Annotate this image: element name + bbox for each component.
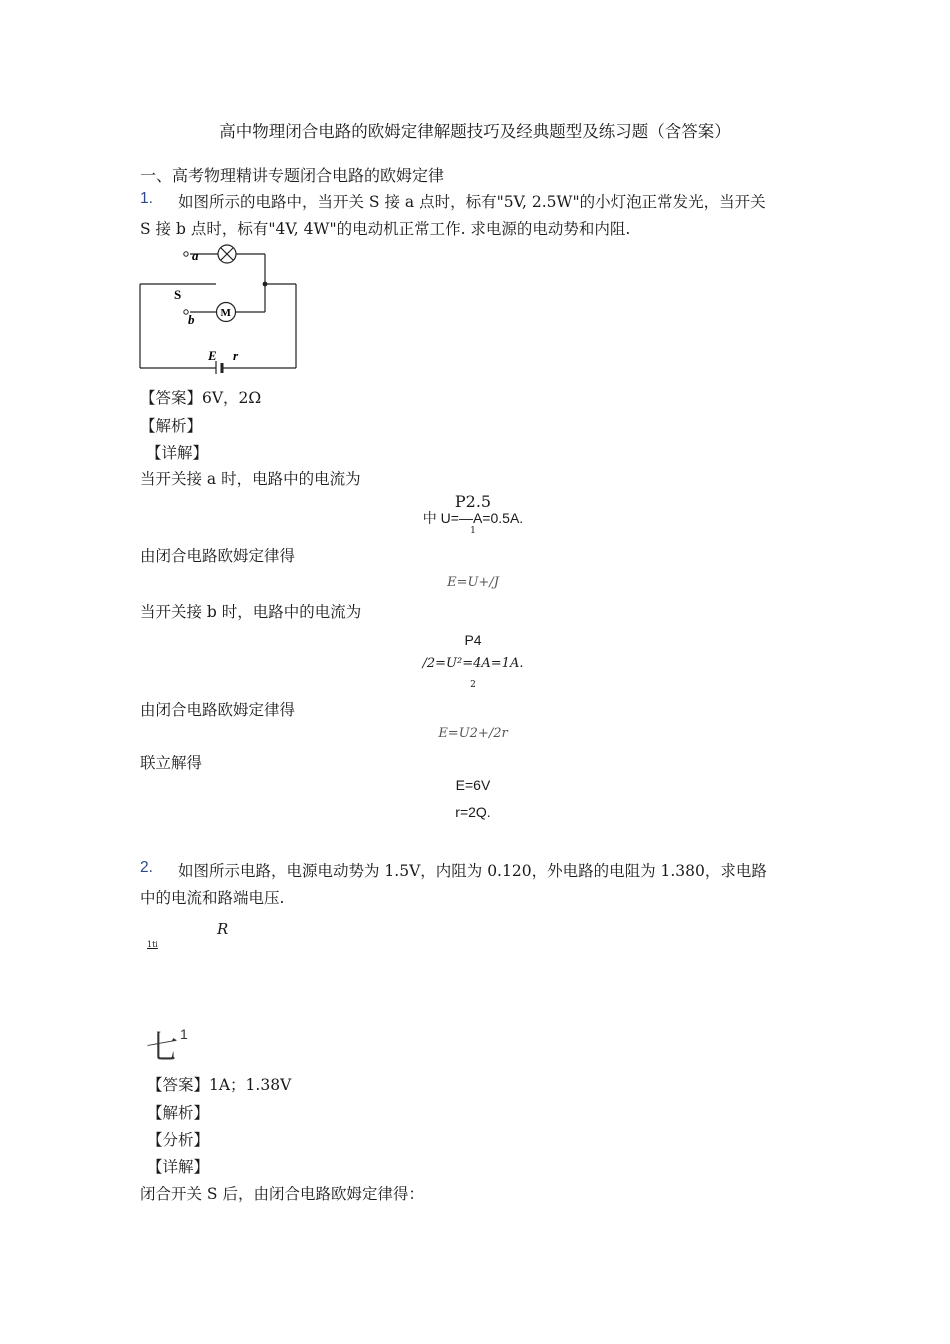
question-2-answer: 【答案】1A；1.38V: [147, 1076, 292, 1094]
question-2-step-1: 闭合开关 S 后，由闭合电路欧姆定律得：: [140, 1185, 424, 1203]
figure-2-resistor-label: R: [217, 920, 229, 938]
document-title: 高中物理闭合电路的欧姆定律解题技巧及经典题型及练习题（含答案）: [219, 122, 731, 141]
question-1-answer: 【答案】6V，2Ω: [140, 389, 262, 407]
question-2-line-2: 中的电流和路端电压.: [140, 889, 285, 907]
label-r: r: [233, 348, 239, 363]
figure-2-small-label: 1ti: [147, 940, 158, 949]
question-1-detail: 【详解】: [146, 444, 209, 462]
circuit-diagram-1: [136, 244, 302, 374]
equation-1-top: P2.5: [454, 492, 492, 511]
question-1-step-2: 由闭合电路欧姆定律得: [140, 547, 296, 565]
question-2-line-1: 如图所示电路，电源电动势为 1.5V，内阻为 0.120，外电路的电阻为 1.380，求电路: [178, 862, 767, 880]
label-a: a: [192, 248, 199, 263]
label-e: E: [208, 348, 217, 363]
question-1-step-1: 当开关接 a 时，电路中的电流为: [140, 470, 361, 488]
equation-2: E=U+/J: [447, 575, 499, 590]
question-1-analysis: 【解析】: [140, 417, 203, 435]
equation-3-middle: /2=U²=4A=1A.: [422, 656, 524, 671]
question-2-detail: 【详解】: [147, 1158, 210, 1176]
equation-3-top: P4: [464, 632, 482, 648]
label-b: b: [188, 312, 195, 327]
equation-1-bottom: 1: [470, 526, 476, 536]
question-1-line-2: S 接 b 点时，标有"4V, 4W"的电动机正常工作. 求电源的电动势和内阻.: [140, 220, 631, 238]
equation-5: E=6V: [455, 777, 491, 793]
section-heading: 一、高考物理精讲专题闭合电路的欧姆定律: [140, 166, 445, 185]
figure-2-superscript: 1: [180, 1026, 188, 1042]
motor-label: M: [220, 307, 231, 319]
label-s: S: [174, 287, 182, 302]
question-2-fenxi: 【分析】: [147, 1131, 210, 1149]
question-2-analysis: 【解析】: [147, 1104, 210, 1122]
question-1-step-5: 联立解得: [140, 754, 203, 772]
equation-6: r=2Q.: [455, 804, 491, 820]
equation-4: E=U2+/2r: [438, 726, 508, 741]
question-1-line-1: 如图所示的电路中，当开关 S 接 a 点时，标有"5V, 2.5W"的小灯泡正常发光，当开关: [178, 193, 766, 211]
equation-1-middle: 中 U=—A=0.5A.: [422, 510, 524, 526]
question-1-step-4: 由闭合电路欧姆定律得: [140, 701, 296, 719]
equation-3-bottom: 2: [470, 680, 476, 690]
figure-2-symbol: 七: [146, 1029, 179, 1065]
question-2-number: 2.: [140, 859, 153, 876]
question-1-number: 1.: [140, 190, 153, 207]
question-1-step-3: 当开关接 b 时，电路中的电流为: [140, 603, 362, 621]
